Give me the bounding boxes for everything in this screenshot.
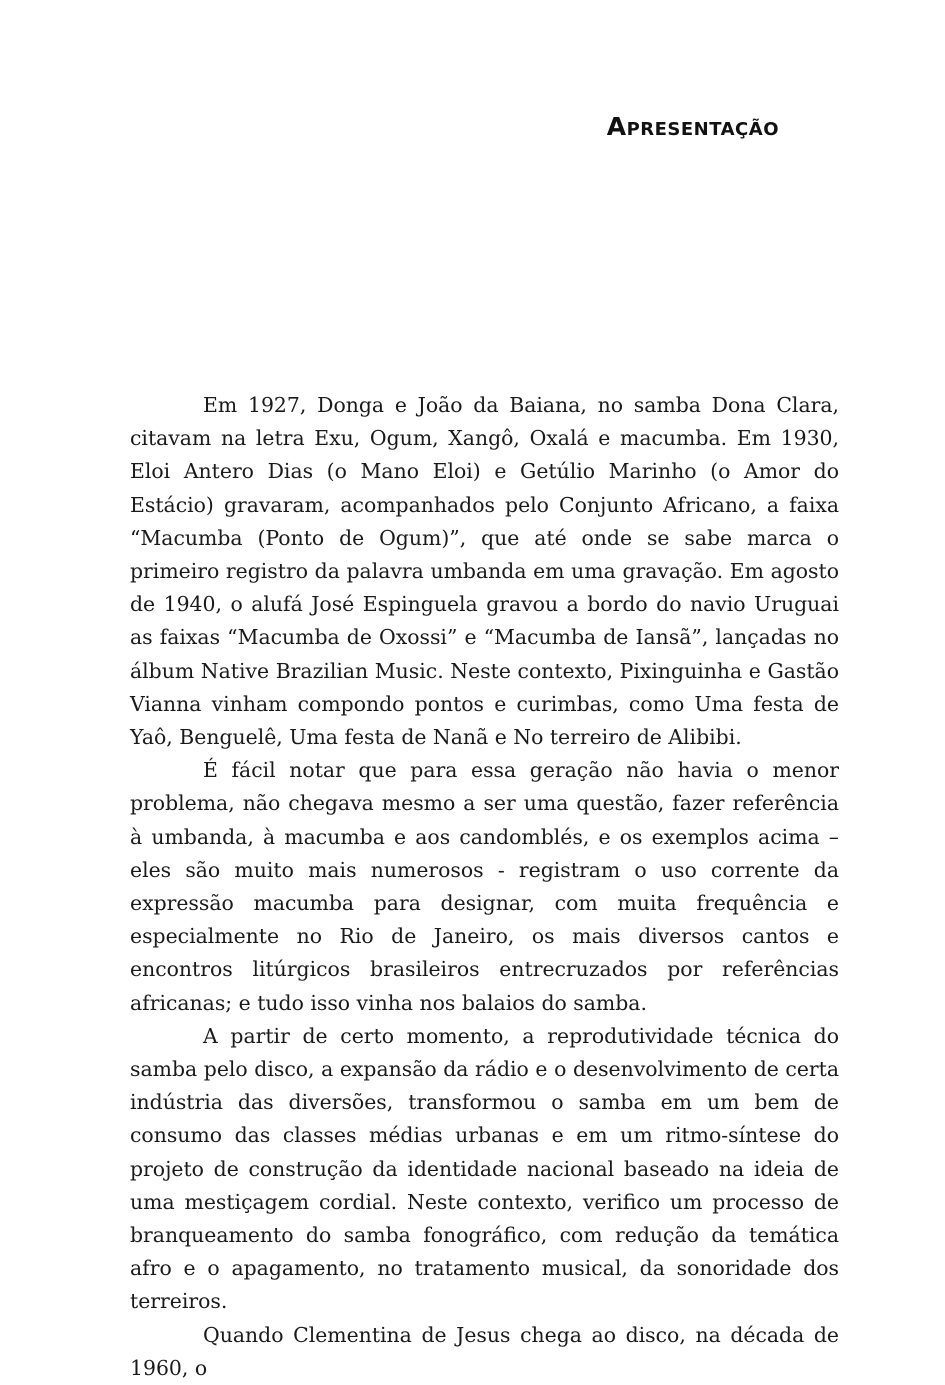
paragraph: A partir de certo momento, a reprodutividade técnica do samba pelo disco, a expansão da rádio e o desenvolvimento de certa indústria das diversões, transformou o samba em um bem de consumo das classes médias urbanas e em um ritmo-síntese do projeto de construção da identidade nacional baseado na ideia de uma mestiçagem cordial. Neste contexto, verifico um processo de branqueamento do samba fonográfico, com redução da temática afro e o apagamento, no tratamento musical, da sonoridade dos terreiros. [130,1023,839,1314]
paragraph: Quando Clementina de Jesus chega ao disco, na década de 1960, o [130,1322,839,1380]
body-text [130,389,839,1385]
chapter-title: Apresentação [606,112,779,141]
paragraph: É fácil notar que para essa geração não havia o menor problema, não chegava mesmo a ser uma questão, fazer referência à umbanda, à macumba e aos candomblés, e os exemplos acima – eles são muito mais numerosos - registram o uso corrente da expressão macumba para designar, com muita frequência e especialmente no Rio de Janeiro, os mais diversos cantos e encontros litúrgicos brasileiros entrecruzados por referências africanas; e tudo isso vinha nos balaios do samba. [130,758,839,1015]
paragraph: Em 1927, Donga e João da Baiana, no samba Dona Clara, citavam na letra Exu, Ogum, Xangô, Oxalá e macumba. Em 1930, Eloi Antero Dias (o Mano Eloi) e Getúlio Marinho (o Amor do Estácio) gravaram, acompanhados pelo Conjunto Africano, a faixa “Macumba (Ponto de Ogum)”, que até onde se sabe marca o primeiro registro da palavra umbanda em uma gravação. Em agosto de 1940, o alufá José Espinguela gravou a bordo do navio Uruguai as faixas “Macumba de Oxossi” e “Macumba de Iansã”, lançadas no álbum Native Brazilian Music. Neste contexto, Pixinguinha e Gastão Vianna vinham compondo pontos e curimbas, como Uma festa de Yaô, Benguelê, Uma festa de Nanã e No terreiro de Alibibi. [130,393,839,750]
